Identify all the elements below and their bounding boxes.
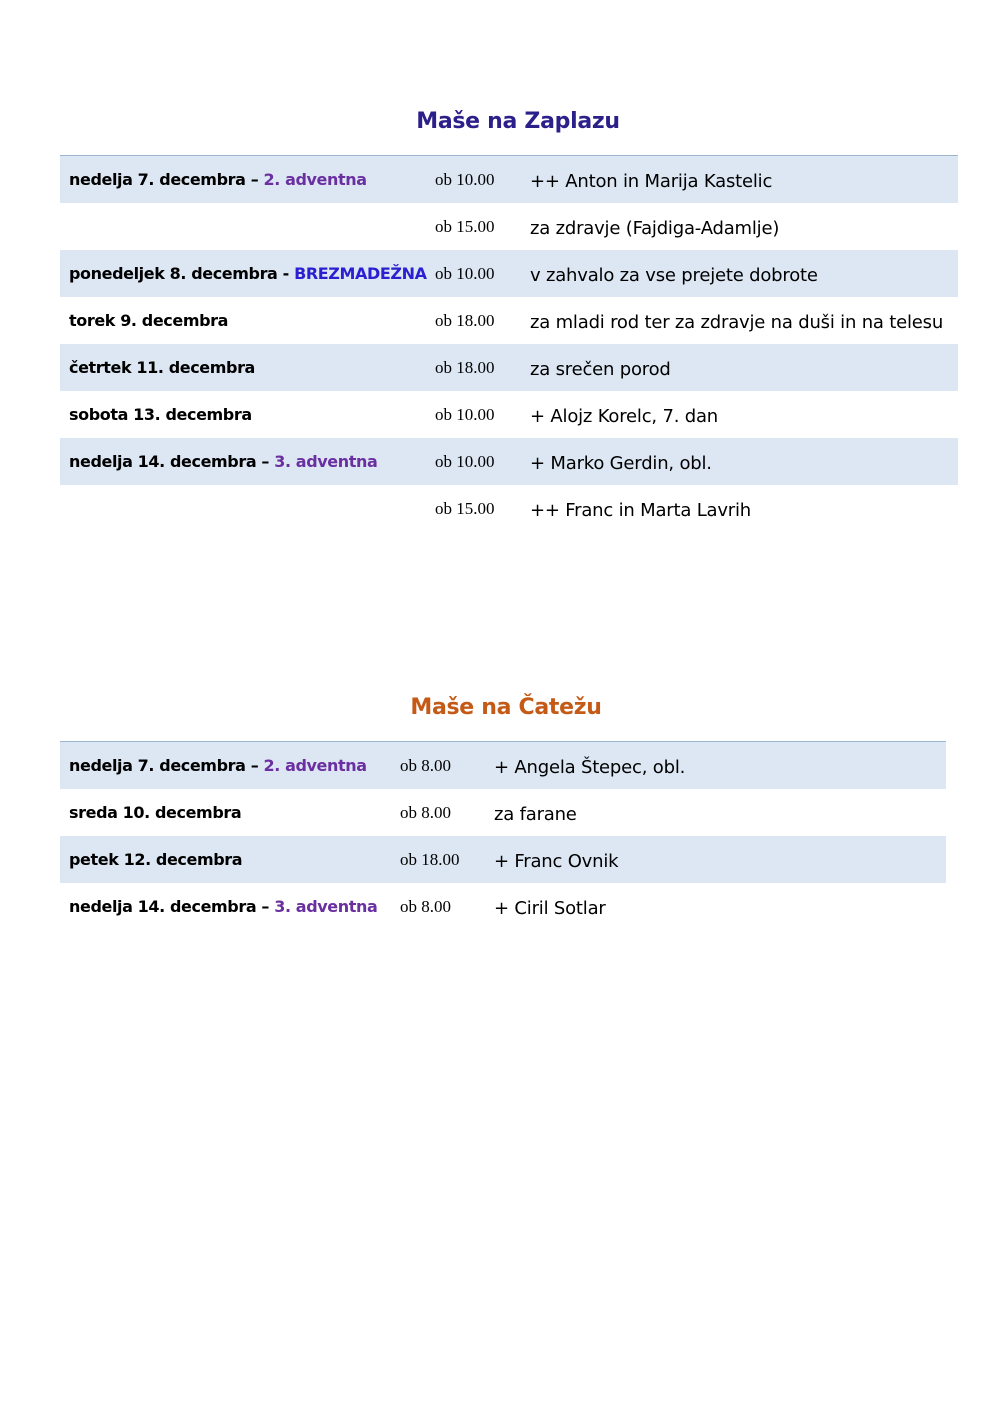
day-label: ponedeljek 8. decembra [69, 264, 278, 283]
time-cell: ob 10.00 [435, 405, 495, 424]
day-cell [69, 803, 241, 822]
zaplaz-title: Maše na Zaplazu [416, 109, 620, 134]
intention-cell: + Ciril Sotlar [494, 898, 606, 919]
time-cell: ob 10.00 [435, 170, 495, 189]
day-cell [69, 170, 367, 189]
day-label: nedelja 7. decembra [69, 170, 246, 189]
day-cell [69, 452, 377, 471]
intention-cell: za zdravje (Fajdiga-Adamlje) [530, 218, 780, 239]
time-cell: ob 8.00 [400, 803, 451, 822]
day-label: sobota 13. decembra [69, 405, 252, 424]
time-cell: ob 18.00 [435, 311, 495, 330]
intention-cell: + Alojz Korelc, 7. dan [530, 406, 719, 427]
day-cell [69, 264, 427, 283]
day-label: torek 9. decembra [69, 311, 229, 330]
table-row [60, 250, 958, 297]
time-cell: ob 18.00 [435, 358, 495, 377]
intention-cell: + Marko Gerdin, obl. [530, 453, 712, 474]
feast-label: BREZMADEŽNA [294, 264, 427, 283]
day-label: četrtek 11. decembra [69, 358, 255, 377]
intention-cell: v zahvalo za vse prejete dobrote [530, 265, 818, 286]
feast-label: 3. adventna [274, 452, 378, 471]
intention-cell: + Franc Ovnik [494, 851, 619, 872]
separator: - [277, 264, 295, 283]
intention-cell: ++ Franc in Marta Lavrih [530, 500, 752, 521]
time-cell: ob 8.00 [400, 756, 451, 775]
table-row [60, 485, 958, 532]
time-cell: ob 15.00 [435, 217, 495, 236]
table-row [60, 156, 958, 203]
day-cell [69, 311, 228, 330]
feast-label: 2. adventna [263, 756, 367, 775]
table-row [60, 203, 958, 250]
day-cell [69, 897, 377, 916]
intention-cell: + Angela Štepec, obl. [494, 757, 686, 778]
day-cell [69, 850, 242, 869]
separator: – [245, 756, 264, 775]
table-row [60, 297, 958, 344]
catez-title: Maše na Čatežu [410, 695, 602, 720]
catez-schedule-table [60, 741, 946, 930]
intention-cell: za srečen porod [530, 359, 671, 380]
table-row [60, 836, 946, 883]
intention-cell: za farane [494, 804, 577, 825]
separator: – [245, 170, 264, 189]
feast-label: 3. adventna [274, 897, 378, 916]
separator: – [256, 897, 275, 916]
table-row [60, 883, 946, 930]
day-cell [69, 756, 367, 775]
day-label: sreda 10. decembra [69, 803, 242, 822]
time-cell: ob 10.00 [435, 264, 495, 283]
table-row [60, 789, 946, 836]
day-label: nedelja 7. decembra [69, 756, 246, 775]
separator: – [256, 452, 275, 471]
day-label: nedelja 14. decembra [69, 897, 257, 916]
day-cell [69, 358, 255, 377]
time-cell: ob 18.00 [400, 850, 460, 869]
table-row [60, 438, 958, 485]
table-row [60, 742, 946, 789]
time-cell: ob 15.00 [435, 499, 495, 518]
table-row [60, 344, 958, 391]
time-cell: ob 10.00 [435, 452, 495, 471]
table-row [60, 391, 958, 438]
time-cell: ob 8.00 [400, 897, 451, 916]
day-cell [69, 405, 252, 424]
day-label: nedelja 14. decembra [69, 452, 257, 471]
feast-label: 2. adventna [263, 170, 367, 189]
intention-cell: za mladi rod ter za zdravje na duši in na telesu [530, 312, 944, 333]
intention-cell: ++ Anton in Marija Kastelic [530, 171, 773, 192]
zaplaz-schedule-table [60, 155, 958, 532]
day-label: petek 12. decembra [69, 850, 243, 869]
